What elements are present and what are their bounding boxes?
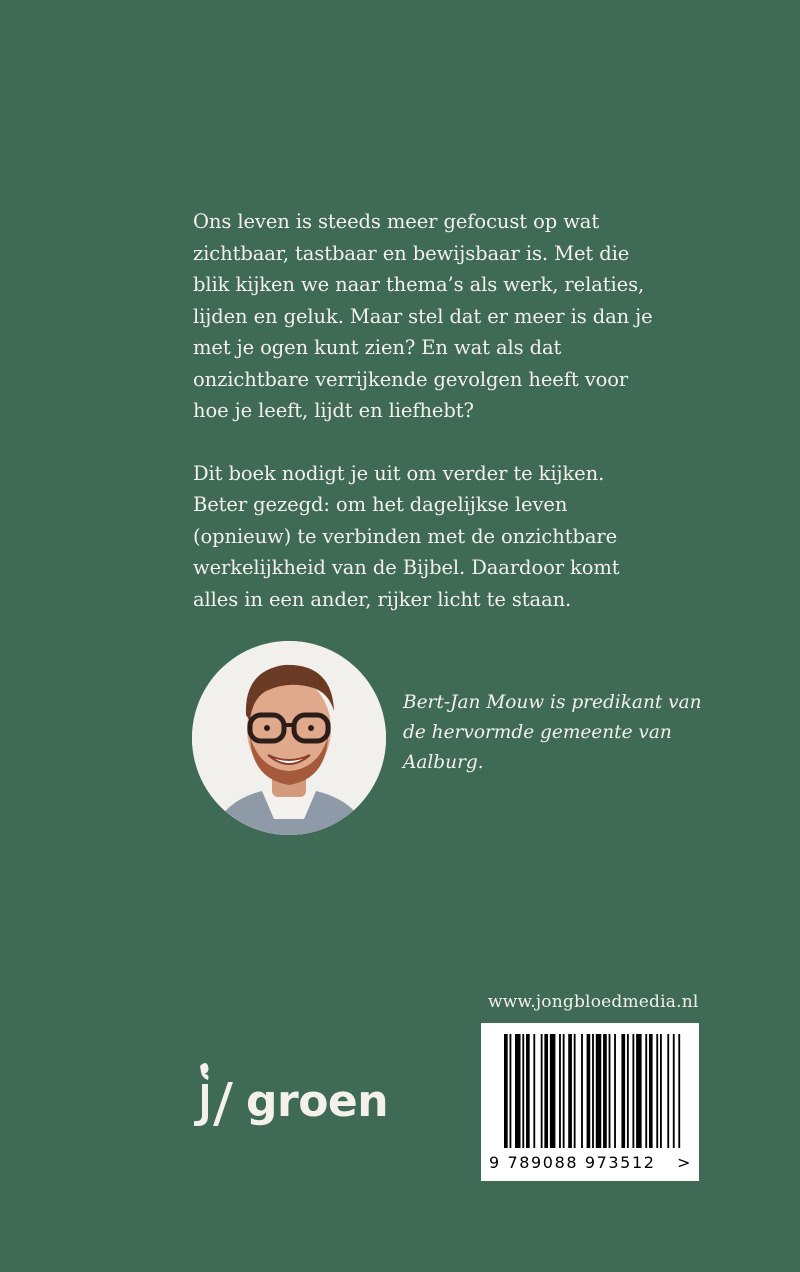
barcode-bar <box>587 1034 591 1148</box>
barcode-bar <box>609 1034 611 1148</box>
barcode-bar <box>636 1034 642 1148</box>
barcode-bar <box>592 1034 594 1148</box>
barcode-bar <box>544 1034 548 1148</box>
barcode-bar <box>559 1034 561 1148</box>
barcode-bar <box>550 1034 556 1148</box>
barcode-bar <box>614 1034 616 1148</box>
barcode-bar <box>645 1034 647 1148</box>
author-bio: Bert-Jan Mouw is predikant van de hervormde gemeente van Aalburg. <box>403 692 702 773</box>
barcode-bar <box>673 1034 675 1148</box>
barcode-bar <box>533 1034 535 1148</box>
barcode-bar <box>603 1034 607 1148</box>
author-photo <box>192 641 386 835</box>
barcode-bars <box>504 1034 682 1148</box>
barcode-bar <box>649 1034 653 1148</box>
barcode-bar <box>678 1034 680 1148</box>
barcode-bar <box>596 1034 602 1148</box>
back-cover-blurb <box>193 206 653 615</box>
barcode-bar <box>667 1034 669 1148</box>
logo-j-slash-icon <box>188 1060 238 1132</box>
barcode-bar <box>581 1034 583 1148</box>
barcode-bar <box>621 1034 625 1148</box>
publisher-logo <box>188 1060 388 1140</box>
barcode-bar <box>526 1034 530 1148</box>
barcode-bar <box>627 1034 629 1148</box>
barcode-bar <box>574 1034 576 1148</box>
barcode-bar <box>541 1034 543 1148</box>
barcode-bar <box>510 1034 512 1148</box>
barcode-bar <box>563 1034 565 1148</box>
barcode-bar <box>660 1034 662 1148</box>
isbn-barcode <box>481 1023 699 1181</box>
barcode-bar <box>568 1034 572 1148</box>
blurb-paragraph-1: Ons leven is steeds meer gefocust op wat zichtbaar, tastbaar en bewijsbaar is. Met die blik kijken we naar thema’s als werk, relaties, lijden en geluk. Maar stel dat er meer is dan je met je ogen kunt zien? En wat als dat onzichtbare verrijkende gevolgen heeft voor hoe je leeft, lijdt en liefhebt? <box>193 210 653 422</box>
barcode-bar <box>522 1034 524 1148</box>
barcode-bar <box>515 1034 521 1148</box>
barcode-arrow: > <box>677 1153 691 1172</box>
blurb-paragraph-2: Dit boek nodigt je uit om verder te kijken. Beter gezegd: om het dagelijkse leven (opnieuw) te verbinden met de onzichtbare werkelijkheid van de Bijbel. Daardoor komt alles in een ander, rijker licht te staan. <box>193 461 620 611</box>
barcode-bar <box>656 1034 658 1148</box>
barcode-bar <box>632 1034 634 1148</box>
publisher-website: www.jongbloedmedia.nl <box>488 992 699 1012</box>
logo-text: groen <box>246 1076 389 1127</box>
barcode-digits: 9 789088 973512 <box>489 1153 656 1172</box>
barcode-bar <box>504 1034 508 1148</box>
